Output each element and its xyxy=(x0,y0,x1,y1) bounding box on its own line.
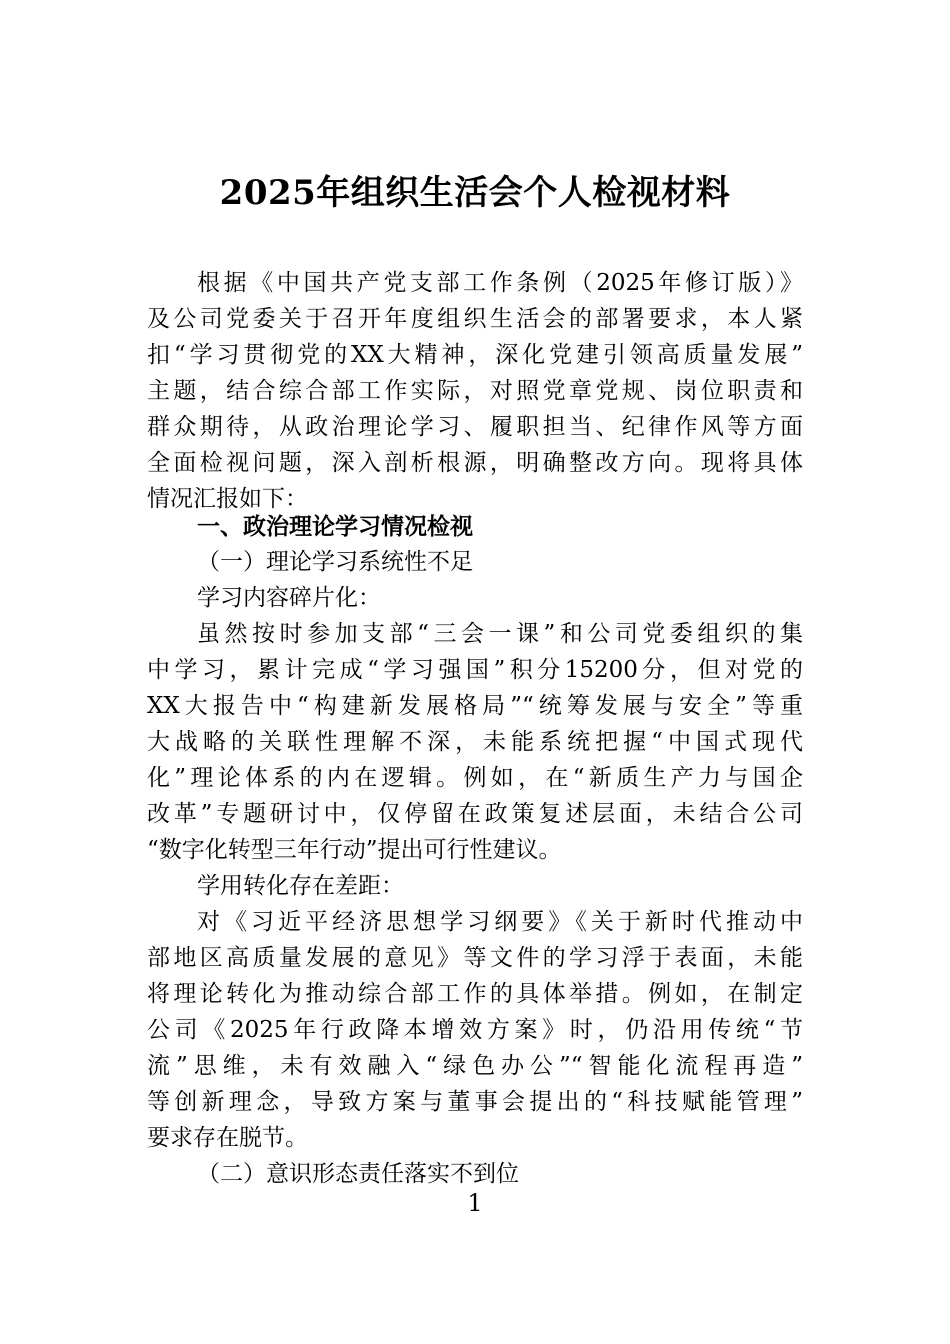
paragraph-line: 中学习，累计完成“学习强国”积分15200分，但对党的 xyxy=(147,657,803,683)
paragraph-line: 扣“学习贯彻党的XX大精神，深化党建引领高质量发展” xyxy=(147,342,803,368)
paragraph-line: 将理论转化为推动综合部工作的具体举措。例如，在制定 xyxy=(147,981,803,1007)
subsection-heading: （一）理论学习系统性不足 xyxy=(197,549,473,575)
paragraph-line: 虽然按时参加支部“三会一课”和公司党委组织的集 xyxy=(197,621,803,647)
paragraph-line: 主题，结合综合部工作实际，对照党章党规、岗位职责和 xyxy=(147,378,803,404)
paragraph-line: 对《习近平经济思想学习纲要》《关于新时代推动中 xyxy=(197,909,803,935)
paragraph-label: 学用转化存在差距： xyxy=(197,873,404,899)
paragraph-line: 改革”专题研讨中，仅停留在政策复述层面，未结合公司 xyxy=(147,801,803,827)
page-number: 1 xyxy=(467,1189,483,1217)
paragraph-line: XX大报告中“构建新发展格局”“统筹发展与安全”等重 xyxy=(147,693,803,719)
paragraph-line: 化”理论体系的内在逻辑。例如，在“新质生产力与国企 xyxy=(147,765,803,791)
paragraph-line: 流”思维，未有效融入“绿色办公”“智能化流程再造” xyxy=(147,1053,803,1079)
paragraph-line: 根据《中国共产党支部工作条例（2025年修订版）》 xyxy=(197,270,803,296)
paragraph-line: “数字化转型三年行动”提出可行性建议。 xyxy=(147,837,562,863)
page-title: 2025年组织生活会个人检视材料 xyxy=(219,173,731,213)
paragraph-line: 大战略的关联性理解不深，未能系统把握“中国式现代 xyxy=(147,729,803,755)
paragraph-label: 学习内容碎片化： xyxy=(197,585,381,611)
paragraph-line: 及公司党委关于召开年度组织生活会的部署要求，本人紧 xyxy=(147,306,803,332)
paragraph-line: 情况汇报如下： xyxy=(147,486,308,512)
paragraph-line: 部地区高质量发展的意见》等文件的学习浮于表面，未能 xyxy=(147,945,803,971)
section-heading: 一、政治理论学习情况检视 xyxy=(197,514,473,540)
subsection-heading: （二）意识形态责任落实不到位 xyxy=(197,1161,519,1187)
paragraph-line: 群众期待，从政治理论学习、履职担当、纪律作风等方面 xyxy=(147,414,803,440)
paragraph-line: 要求存在脱节。 xyxy=(147,1125,308,1151)
paragraph-line: 等创新理念，导致方案与董事会提出的“科技赋能管理” xyxy=(147,1089,803,1115)
paragraph-line: 公司《2025年行政降本增效方案》时，仍沿用传统“节 xyxy=(147,1017,803,1043)
paragraph-line: 全面检视问题，深入剖析根源，明确整改方向。现将具体 xyxy=(147,450,803,476)
